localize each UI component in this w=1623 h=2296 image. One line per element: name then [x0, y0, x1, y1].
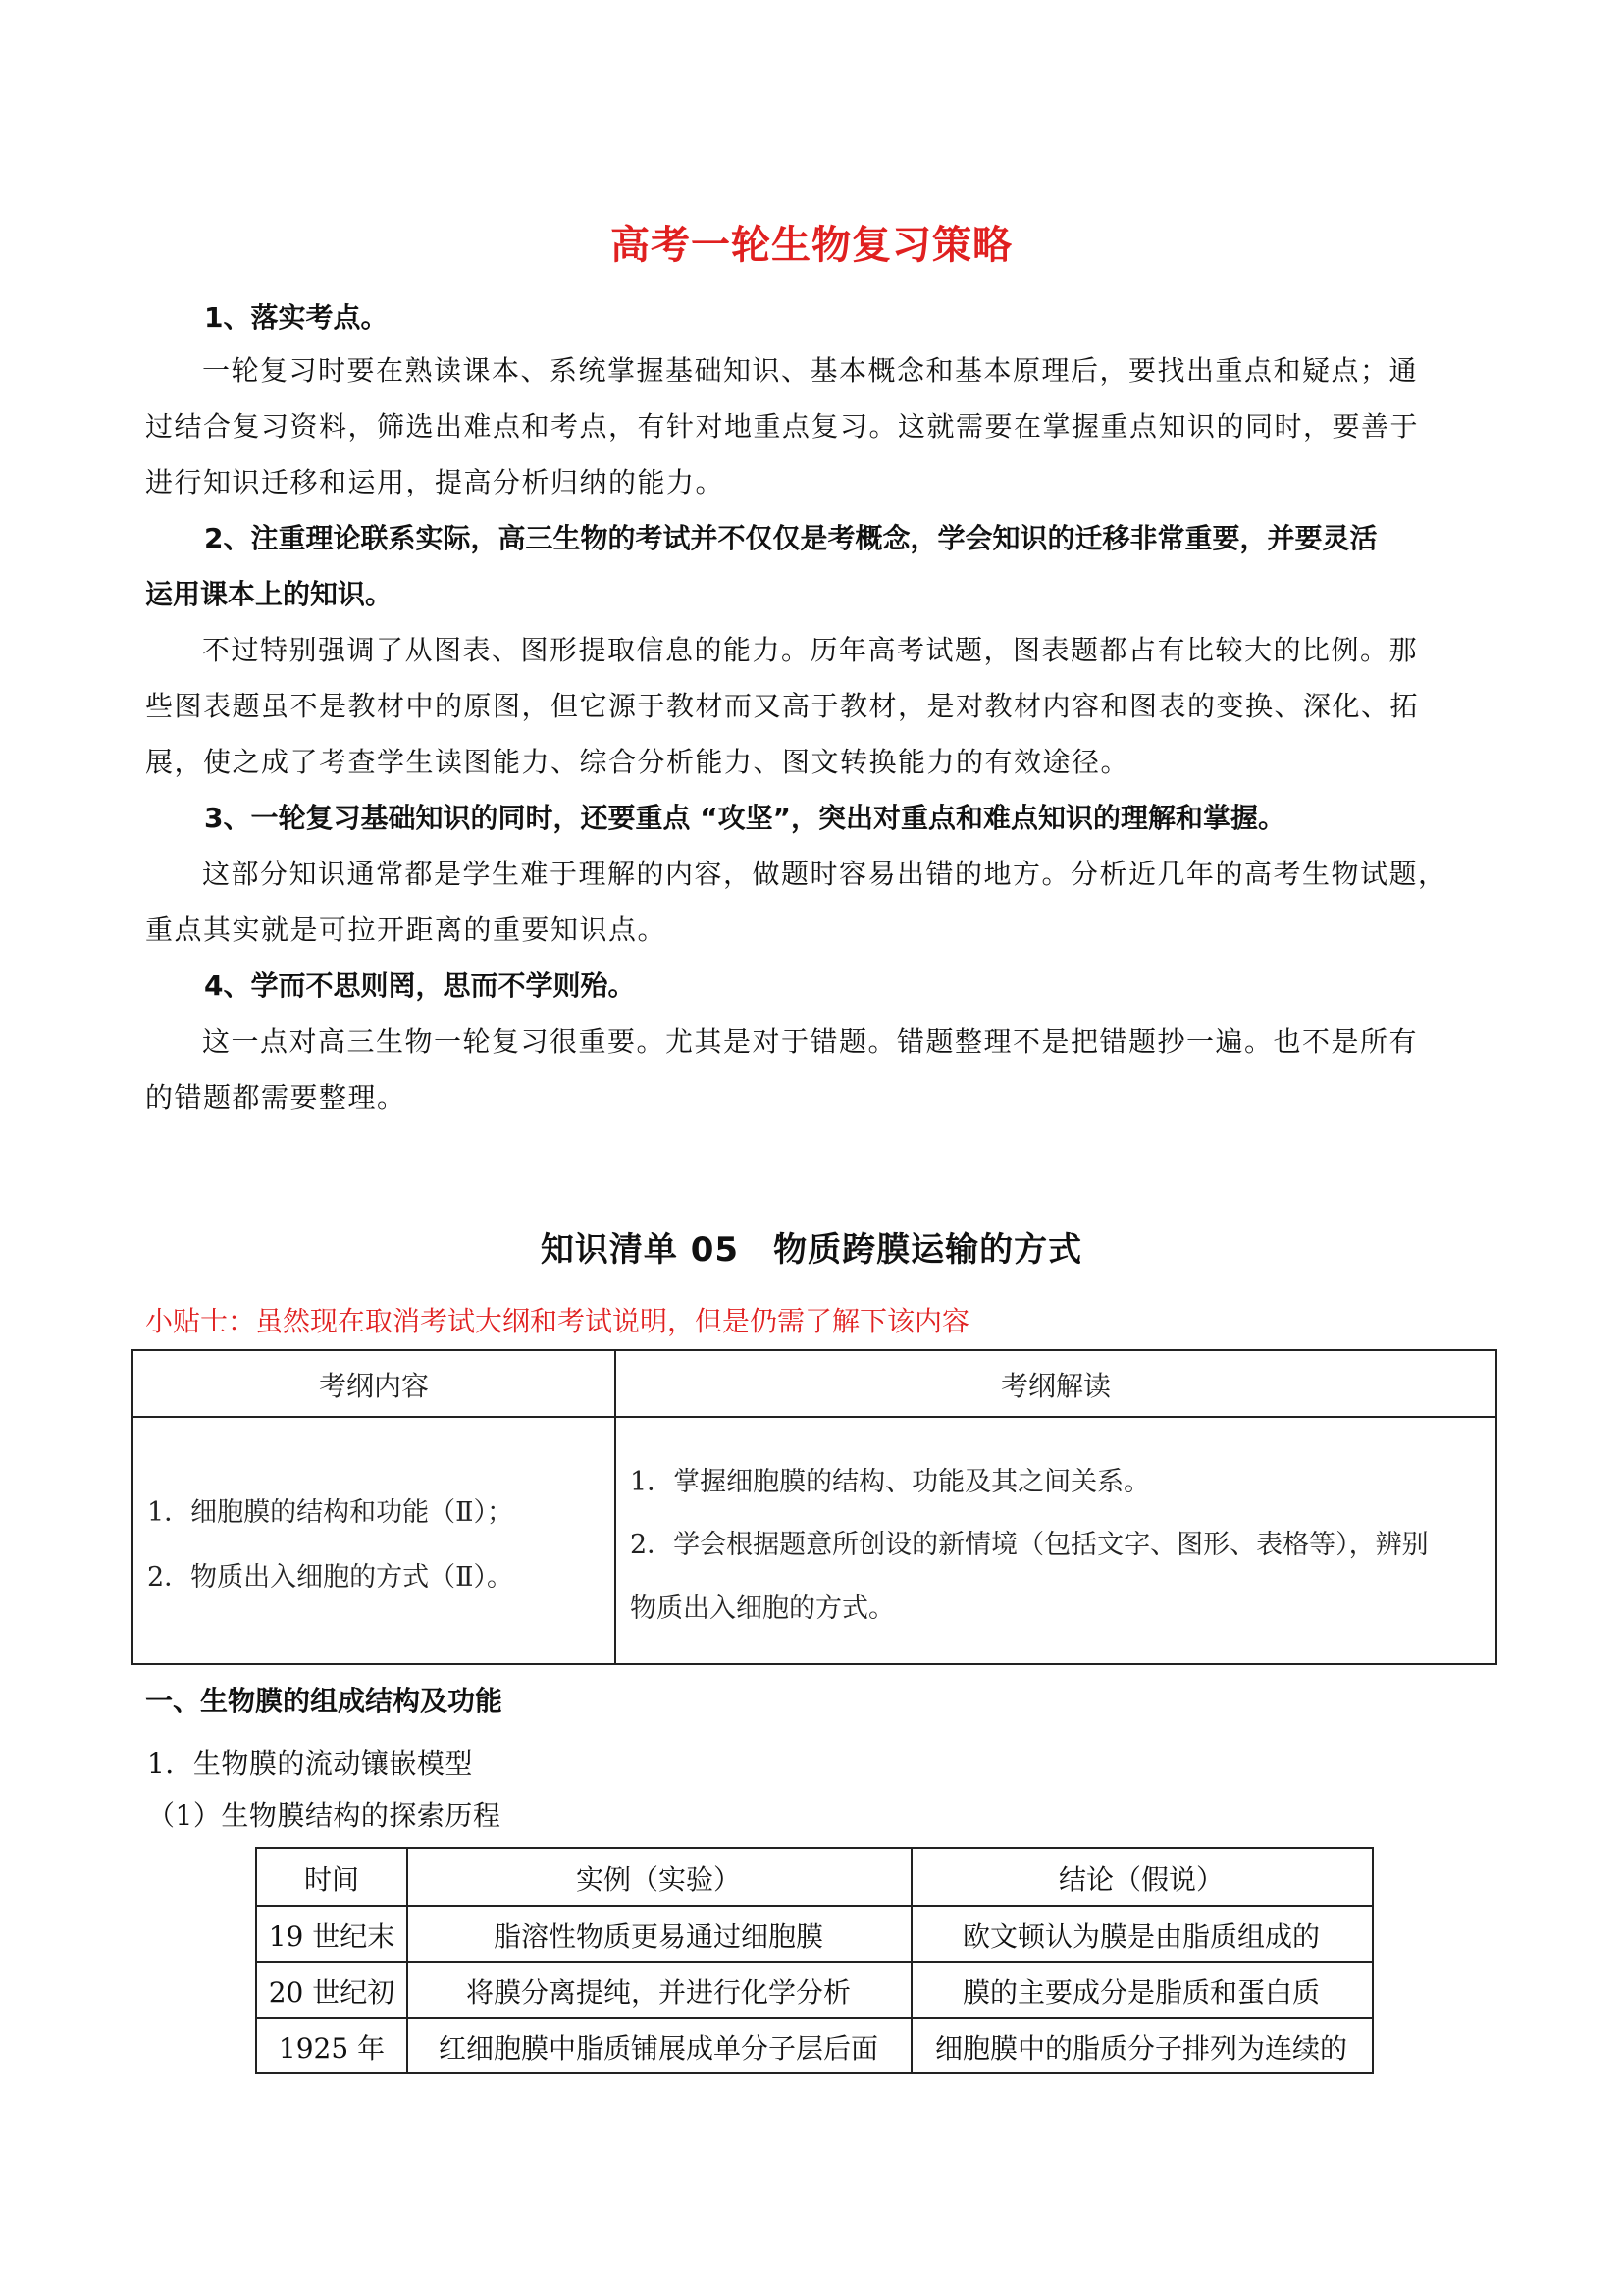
- history-row-2-example: 将膜分离提纯，并进行化学分析: [465, 1976, 851, 2009]
- strategy-1-heading: 1、落实考点。: [204, 301, 389, 334]
- outline-header-content: 考纲内容: [318, 1370, 429, 1402]
- strategy-1-line-2: 过结合复习资料，筛选出难点和考点，有针对地重点复习。这就需要在掌握重点知识的同时，要善于: [145, 410, 1420, 443]
- item-1: 1．生物膜的流动镶嵌模型: [147, 1748, 473, 1780]
- strategy-2-heading-line-1: 2、注重理论联系实际，高三生物的考试并不仅仅是考概念，学会知识的迁移非常重要，并要灵活: [204, 522, 1378, 554]
- history-row-2-conclusion: 膜的主要成分是脂质和蛋白质: [962, 1976, 1320, 2009]
- history-header-example: 实例（实验）: [575, 1863, 741, 1896]
- history-header-conclusion: 结论（假说）: [1058, 1863, 1224, 1896]
- history-table: [255, 1847, 1374, 2074]
- history-header-time: 时间: [303, 1863, 359, 1896]
- table-divider: [133, 1416, 1495, 1418]
- strategy-4-line-2: 的错题都需要整理。: [145, 1081, 406, 1114]
- tip-note: 小贴士：虽然现在取消考试大纲和考试说明，但是仍需了解下该内容: [145, 1305, 970, 1337]
- outline-left-item-2: 2．物质出入细胞的方式（Ⅱ）。: [147, 1562, 514, 1592]
- part-1-heading: 一、生物膜的组成结构及功能: [145, 1685, 503, 1717]
- strategy-2-heading-line-2: 运用课本上的知识。: [145, 578, 393, 610]
- outline-header-interpretation: 考纲解读: [1000, 1370, 1111, 1402]
- history-row-1-time: 19 世纪末: [268, 1920, 395, 1953]
- section-title: 知识清单 05 物质跨膜运输的方式: [540, 1230, 1083, 1270]
- history-row-1-example: 脂溶性物质更易通过细胞膜: [493, 1920, 823, 1953]
- outline-left-item-1: 1．细胞膜的结构和功能（Ⅱ）；: [147, 1497, 514, 1528]
- strategy-2-line-3: 展，使之成了考查学生读图能力、综合分析能力、图文转换能力的有效途径。: [145, 746, 1130, 778]
- strategy-4-heading: 4、学而不思则罔，思而不学则殆。: [204, 969, 636, 1002]
- outline-right-item-3: 物质出入细胞的方式。: [630, 1593, 895, 1624]
- history-row-2-time: 20 世纪初: [268, 1976, 395, 2009]
- item-1-1: （1）生物膜结构的探索历程: [147, 1800, 501, 1832]
- strategy-2-line-2: 些图表题虽不是教材中的原图，但它源于教材而又高于教材，是对教材内容和图表的变换、深化、拓: [145, 690, 1420, 722]
- outline-table: [131, 1349, 1497, 1665]
- table-divider: [257, 2017, 1372, 2019]
- strategy-3-line-2: 重点其实就是可拉开距离的重要知识点。: [145, 913, 667, 946]
- history-row-3-time: 1925 年: [278, 2032, 386, 2064]
- history-row-3-conclusion: 细胞膜中的脂质分子排列为连续的: [934, 2032, 1347, 2064]
- outline-right-item-2: 2．学会根据题意所创设的新情境（包括文字、图形、表格等），辨别: [630, 1530, 1429, 1560]
- history-row-1-conclusion: 欧文顿认为膜是由脂质组成的: [962, 1920, 1320, 1953]
- strategy-2-line-1: 不过特别强调了从图表、图形提取信息的能力。历年高考试题，图表题都占有比较大的比例。那: [202, 634, 1419, 666]
- strategy-1-line-1: 一轮复习时要在熟读课本、系统掌握基础知识、基本概念和基本原理后，要找出重点和疑点；通: [202, 354, 1419, 387]
- outline-right-item-1: 1．掌握细胞膜的结构、功能及其之间关系。: [630, 1467, 1151, 1497]
- strategy-3-heading: 3、一轮复习基础知识的同时，还要重点 “攻坚”，突出对重点和难点知识的理解和掌握。: [204, 802, 1286, 834]
- page-title: 高考一轮生物复习策略: [610, 223, 1013, 268]
- table-divider: [257, 1961, 1372, 1963]
- strategy-4-line-1: 这一点对高三生物一轮复习很重要。尤其是对于错题。错题整理不是把错题抄一遍。也不是所有: [202, 1025, 1419, 1058]
- strategy-1-line-3: 进行知识迁移和运用，提高分析归纳的能力。: [145, 466, 725, 498]
- history-row-3-example: 红细胞膜中脂质铺展成单分子层后面: [438, 2032, 878, 2064]
- strategy-3-line-1: 这部分知识通常都是学生难于理解的内容，做题时容易出错的地方。分析近几年的高考生物试题，: [202, 858, 1447, 890]
- table-divider: [257, 1905, 1372, 1907]
